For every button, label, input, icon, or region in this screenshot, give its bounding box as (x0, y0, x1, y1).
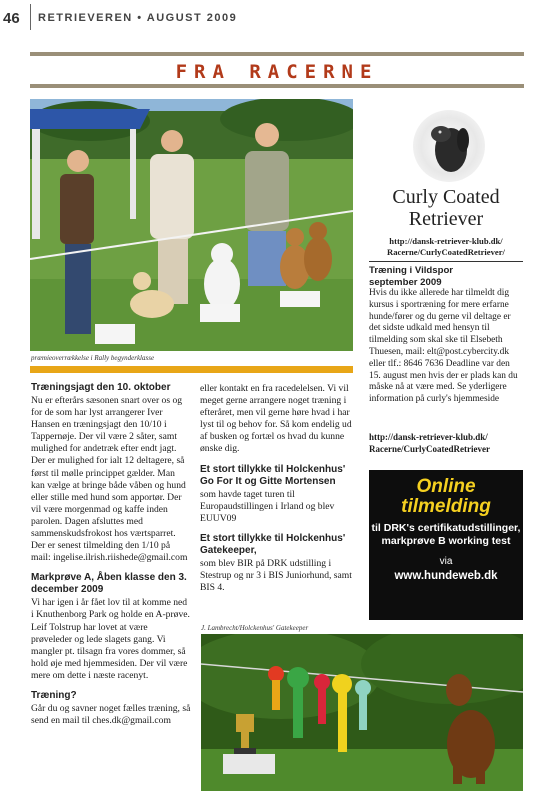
bottom-photo-caption: J. Lambrecht/Holckenhus' Gatekeeper (201, 624, 309, 632)
breed-title: Curly Coated Retriever (392, 186, 500, 230)
vildspor-heading: Træning i Vildspor (369, 265, 454, 276)
online-signup-ad[interactable] (369, 470, 523, 620)
article-body-traeningsjagt: Nu er efterårs sæsonen snart over os og for de som har lyst arrangerer Iver Hansen en træningsjagt den 10/10 i Tappernøje. Der vil være 2 såter, samt mulighed for andetræk efter endt jagt. Der er mulighed for ialt 12 deltagere, så først til mølle princippet gælder. Man kan vælge at bringe både våben og hund eller stille med hund som apportør. Der vil være morgenmad og kaffe inden parolen. Dagen afsluttes med sammenskudsfrokost hos værtsparret. Der er senest tilmelding den 1/10 på mail: ingelise.ilrish.riishede@gmail.com (31, 395, 188, 564)
article-body-gatekeeper: som blev BIR på DRK udstilling i Stestrup og nr 3 i BIS Juniorhund, samt BIS 4. (200, 557, 352, 594)
curly-url-link[interactable]: http://dansk-retriever-klub.dk/ Racerne/CurlyCoatedRetriever (369, 432, 490, 454)
curly-dog-icon (413, 110, 485, 182)
orange-divider (30, 366, 353, 373)
article-body-continued: eller kontakt en fra racedelelsen. Vi vil meget gerne arrangere noget træning i efteråret, men vil gerne høre hvad i har lyst til og behov for. Så kom endelig ud af busken og fortæl os hvad du kunne ønske dig. (200, 383, 352, 455)
gatekeeper-photo (201, 634, 523, 791)
curly-dog-portrait (413, 110, 485, 182)
vildspor-article (369, 265, 523, 406)
article-body-traening: Går du og savner noget fælles træning, så send en mail til ches.dk@gmail.com (31, 702, 191, 727)
header-divider (30, 4, 31, 30)
article-heading-gatekeeper: Et stort tillykke til Holckenhus' Gatekeeper, (200, 532, 346, 556)
rally-award-illustration (30, 99, 353, 351)
vildspor-body: Hvis du ikke allerede har tilmeldt dig kursus i sportræning for mere erfarne hunde/fører og du gerne vil deltage er det sidste udkald med hensyn til tilmelding som skal ske til Elsebeth Thuesen, mail: elt@post.cybercity.dk eller tlf.: 8646 7636 Deadline var den 15. august men hvis der er plads kan du måske nå at være med. Se yderligere information på curly's hjemmeside (369, 288, 518, 405)
page-number: 46 (3, 10, 20, 27)
rally-award-photo (30, 99, 353, 351)
section-title: FRA RACERNE (175, 61, 379, 83)
top-photo-caption: præmieoverrækkelse i Rally begynderklasse (31, 354, 155, 362)
gatekeeper-illustration (201, 634, 523, 791)
banner-rule-top (30, 52, 524, 56)
article-body-go-for-it: som havde taget turen til Europaudstillingen i Irland og blev EUUV09 (200, 488, 335, 524)
online-ad-title: Online tilmelding (401, 476, 491, 517)
column-middle (200, 382, 356, 594)
online-ad-via: via (439, 556, 453, 567)
vildspor-subheading: september 2009 (369, 276, 442, 288)
breed-separator (369, 261, 523, 262)
article-body-markproeve: Vi har igen i år fået lov til at komme ned i Knuthenborg Park og holde en A-prøve. Leif Tolstrup har lovet at være prøveleder og lede slagets gang. Vi mangler pt. tilsagn fra vores dommer, så hold øje med hjemmesiden. Der vil være mere om dette i næste racenyt. (31, 597, 190, 681)
magazine-title: RETRIEVEREN • AUGUST 2009 (38, 12, 238, 24)
article-heading-traeningsjagt: Træningsjagt den 10. oktober (31, 382, 171, 393)
column-left (31, 382, 191, 727)
banner-rule-bottom (30, 84, 524, 88)
article-heading-go-for-it: Et stort tillykke til Holckenhus' Go For It og Gitte Mortensen (200, 463, 346, 487)
page-header (0, 0, 541, 34)
hundeweb-link[interactable]: www.hundeweb.dk (394, 570, 498, 582)
online-ad-text: til DRK's certifikatudstillinger, markprøve B working test (371, 522, 521, 547)
article-heading-traening: Træning? (31, 689, 77, 701)
article-heading-markproeve: Markprøve A, Åben klasse den 3. december 2009 (31, 572, 187, 596)
breed-url-link[interactable]: http://dansk-retriever-klub.dk/ Racerne/CurlyCoatedRetriever/ (387, 236, 505, 257)
